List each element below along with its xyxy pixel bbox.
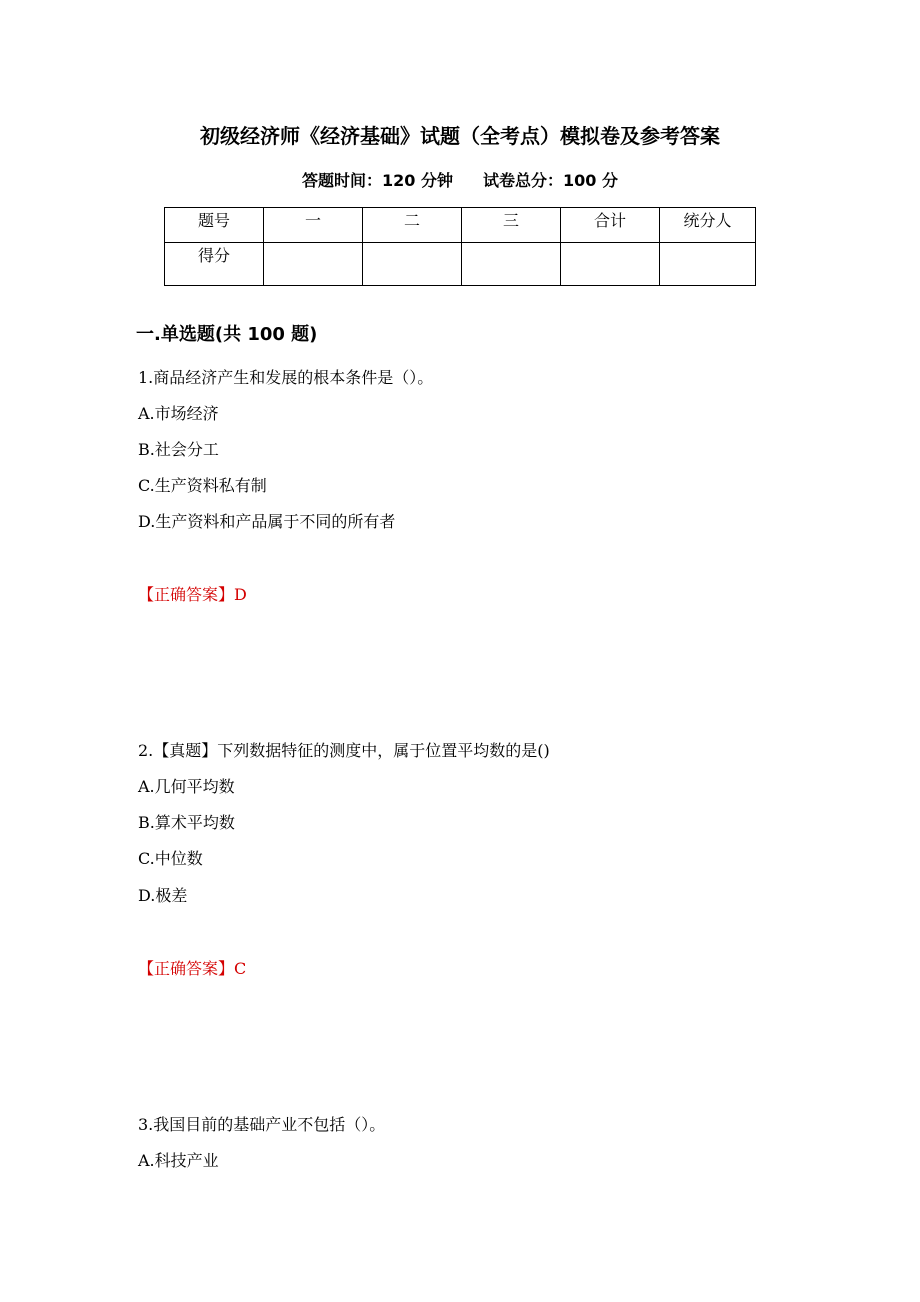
question-option: A.几何平均数: [138, 777, 235, 796]
score-table-header-cell: 三: [462, 208, 561, 243]
question-stem: 3.我国目前的基础产业不包括（）。: [138, 1115, 386, 1134]
score-table: [164, 207, 756, 286]
question-stem: 1.商品经济产生和发展的根本条件是（）。: [138, 368, 434, 387]
score-table-empty-cell: [561, 243, 660, 286]
score-table-header-cell: 一: [264, 208, 363, 243]
score-table-empty-cell: [660, 243, 756, 286]
exam-title: 初级经济师《经济基础》试题（全考点）模拟卷及参考答案: [200, 124, 720, 148]
question-option: A.科技产业: [138, 1151, 219, 1170]
score-table-header-row: [165, 208, 756, 243]
exam-time: 答题时间：120 分钟: [302, 171, 453, 190]
score-table-header-cell: 合计: [561, 208, 660, 243]
score-table-empty-cell: [363, 243, 462, 286]
question-option: D.极差: [138, 886, 188, 905]
score-table-header-cell: 统分人: [660, 208, 756, 243]
score-table-empty-cell: [264, 243, 363, 286]
correct-answer: 【正确答案】D: [138, 585, 247, 604]
exam-total-score: 试卷总分：100 分: [483, 171, 618, 190]
score-table-score-row: [165, 243, 756, 286]
score-table-empty-cell: [462, 243, 561, 286]
section-title: 一.单选题(共 100 题): [136, 324, 318, 345]
score-table-header-cell: 题号: [165, 208, 264, 243]
question-option: B.社会分工: [138, 440, 219, 459]
question-option: B.算术平均数: [138, 813, 235, 832]
score-table-header-cell: 二: [363, 208, 462, 243]
score-table-row-label: 得分: [165, 243, 264, 286]
question-option: C.生产资料私有制: [138, 476, 267, 495]
question-option: D.生产资料和产品属于不同的所有者: [138, 512, 396, 531]
exam-meta: [0, 170, 920, 192]
correct-answer: 【正确答案】C: [138, 959, 247, 978]
question-option: A.市场经济: [138, 404, 219, 423]
question-option: C.中位数: [138, 849, 203, 868]
question-stem: 2.【真题】下列数据特征的测度中，属于位置平均数的是(): [138, 741, 550, 760]
